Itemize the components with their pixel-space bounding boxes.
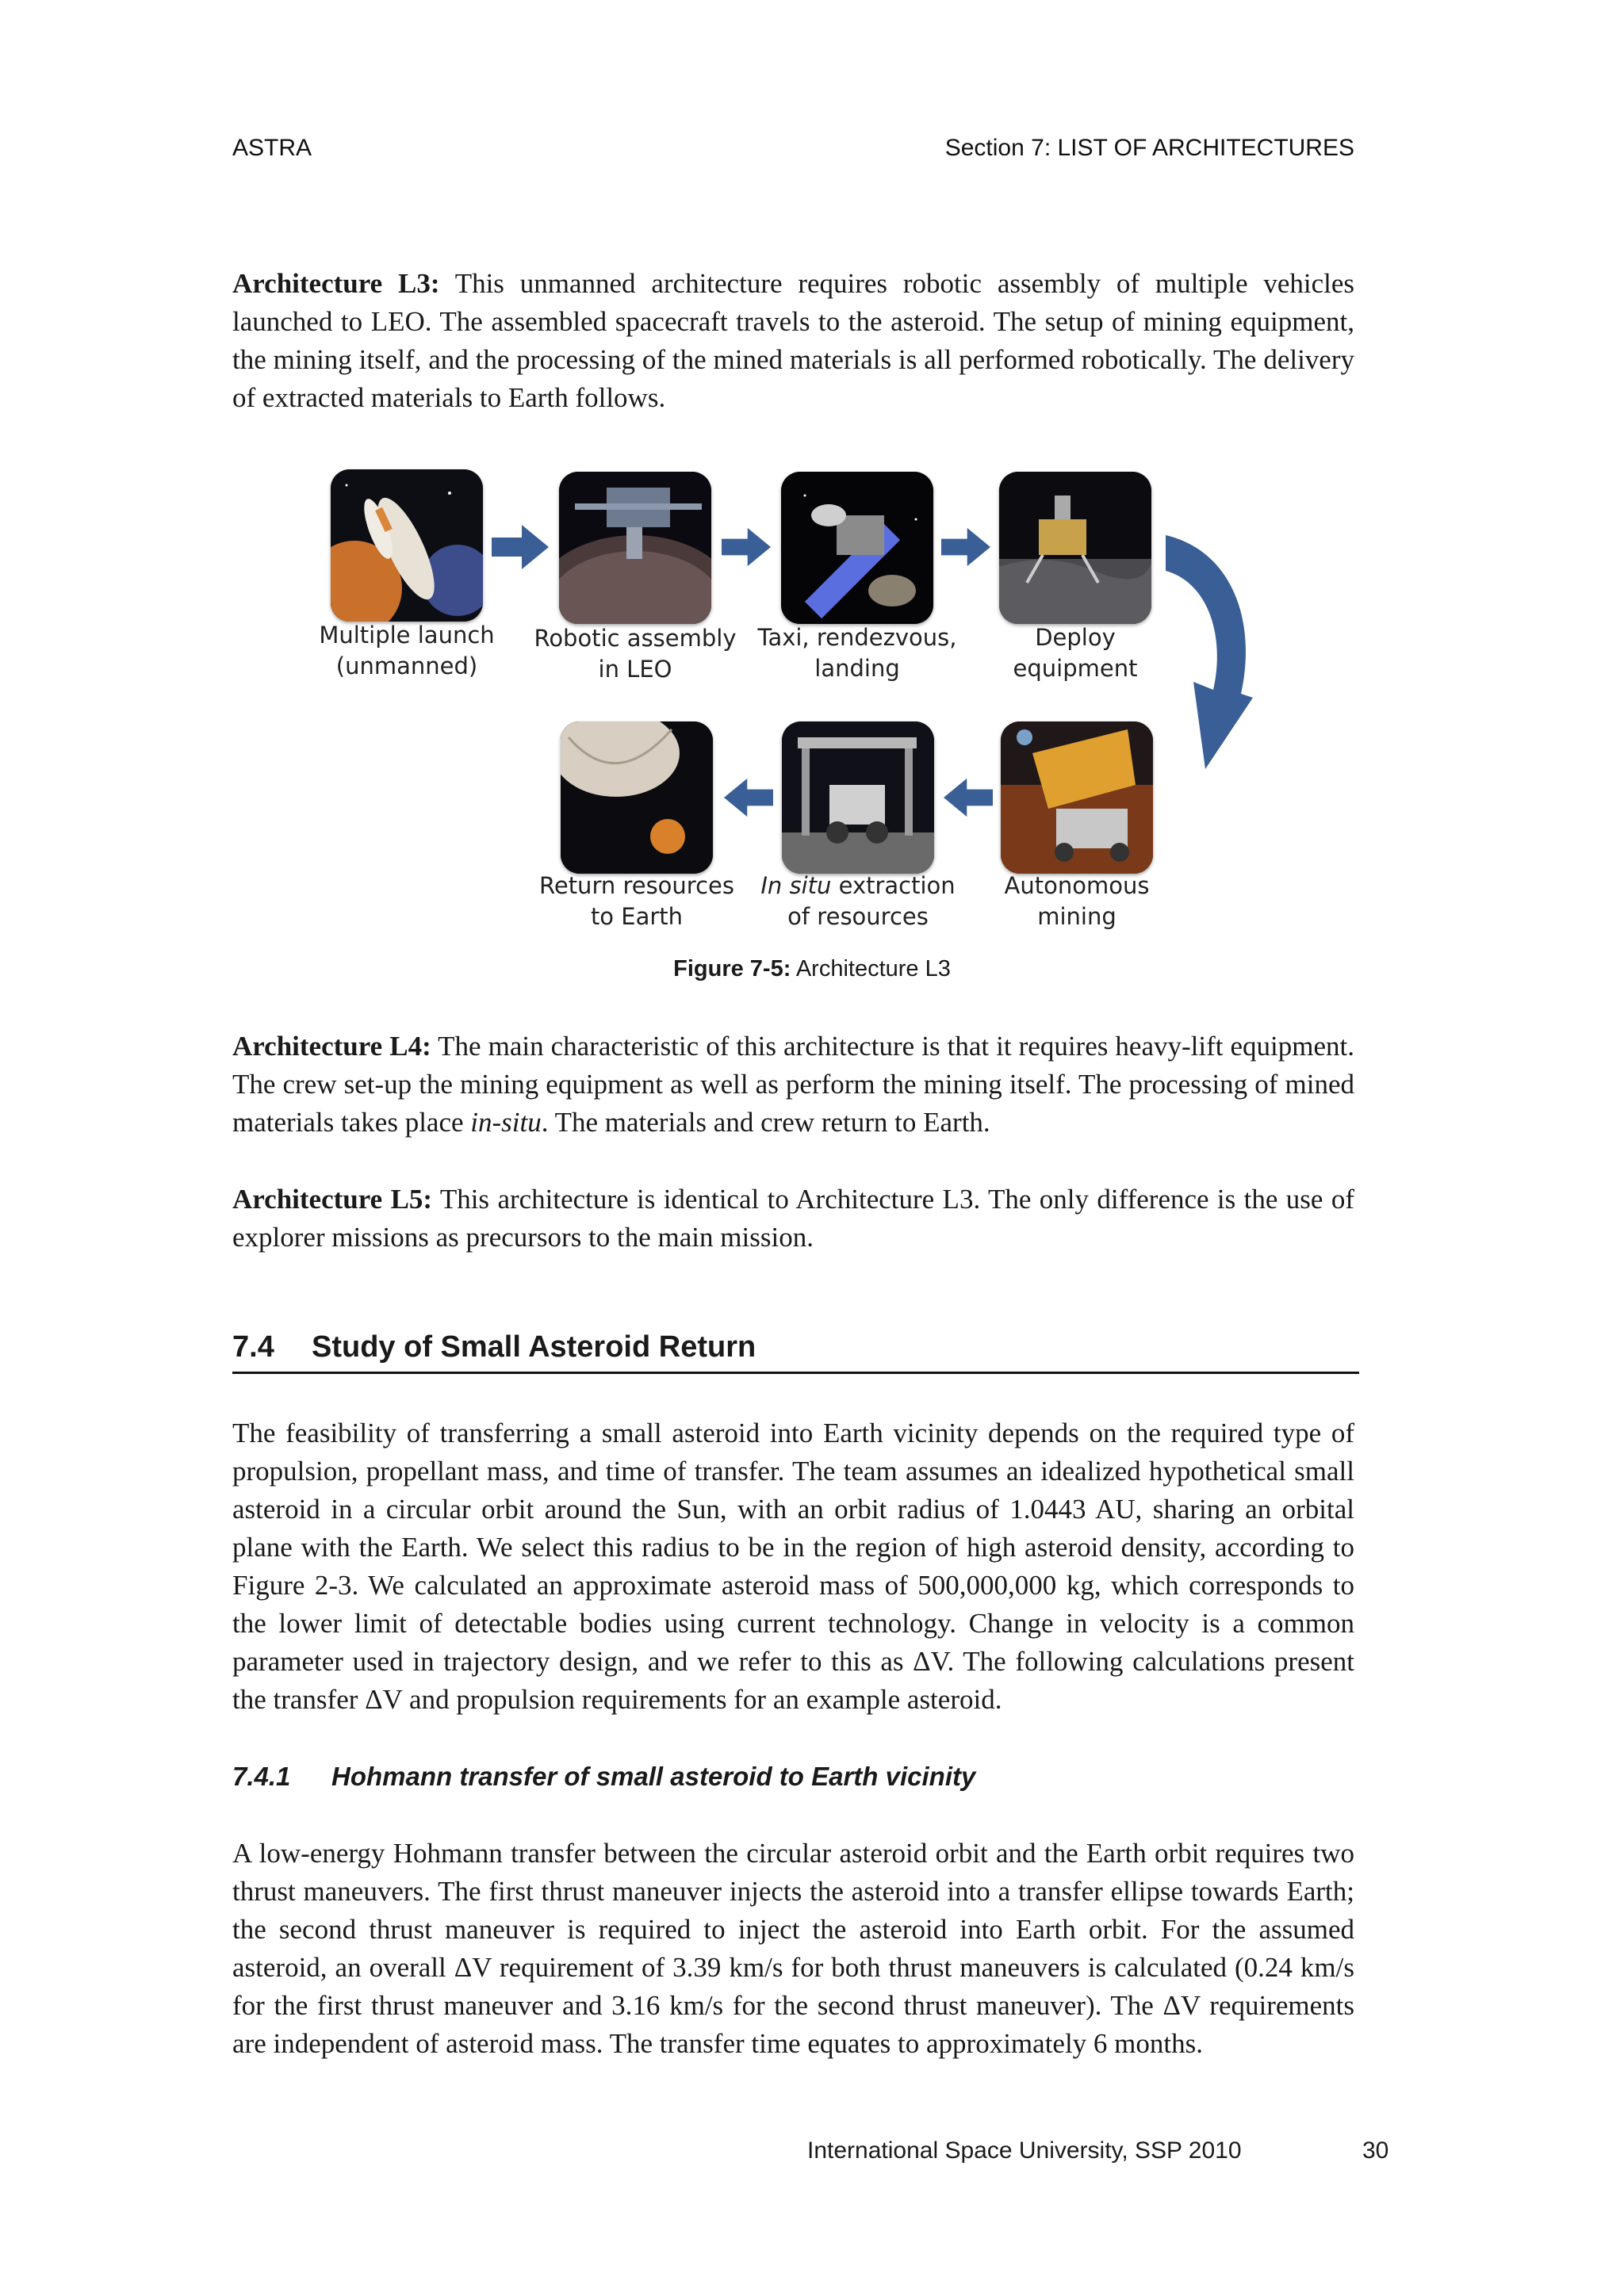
image-multiple-launch (331, 469, 483, 622)
image-deploy-equipment (999, 472, 1151, 624)
image-autonomous-mining (1001, 721, 1153, 874)
paragraph-section-7-4-1: A low-energy Hohmann transfer between the circular asteroid orbit and the Earth orbit requires two thrust maneuvers. The first thrust maneuver injects the asteroid into a transfer ellipse towards Earth; the second thrust maneuver is required to inject the asteroid into Earth orbit. For the assumed asteroid, an overall ΔV requirement of 3.39 km/s for both thrust maneuvers is calculated (0.24 km/s for the first thrust maneuver and 3.16 km/s for the second thrust maneuver). The ΔV requirements are independent of asteroid mass. The transfer time equates to approximately 6 months. (232, 1838, 1354, 2059)
step-caption-robotic-assembly: Robotic assembly in LEO (534, 625, 737, 683)
paragraph-label: Architecture L3: (232, 268, 440, 299)
subsection-heading-7-4-1: 7.4.1 Hohmann transfer of small asteroid to Earth vicinity (232, 1762, 976, 1791)
arrow-left-icon (944, 775, 993, 820)
step-caption-autonomous-mining: Autonomous mining (1004, 872, 1150, 930)
step-caption-return-resources: Return resources to Earth (539, 872, 734, 930)
paragraph-label: Architecture L4: (232, 1031, 431, 1062)
arrow-right-icon (492, 525, 549, 569)
step-caption-taxi-rendezvous: Taxi, rendezvous, landing (757, 624, 957, 682)
running-header-left: ASTRA (232, 135, 312, 161)
architecture-l3-figure (309, 460, 1300, 983)
image-in-situ-extraction (782, 721, 934, 874)
paragraph-label: Architecture L5: (232, 1184, 433, 1215)
running-header-right: Section 7: LIST OF ARCHITECTURES (944, 135, 1354, 161)
paragraph-architecture-l3 (232, 265, 1354, 417)
paragraph-architecture-l4: Architecture L4: The main characteristic of this architecture is that it requires heavy-lift equipment. The crew set-up the mining equipment as well as perform the mining itself. The processing of mined materials takes place in-situ. The materials and crew return to Earth. (232, 1031, 1354, 1138)
arrow-left-icon (724, 775, 773, 820)
image-return-resources (561, 721, 713, 874)
section-rule (232, 1372, 1359, 1374)
figure-caption: Figure 7-5: Architecture L3 (673, 956, 951, 982)
step-caption-multiple-launch: Multiple launch (unmanned) (319, 622, 495, 679)
arrow-right-icon (941, 525, 990, 569)
footer-organization: International Space University, SSP 2010 (807, 2137, 1242, 2164)
paragraph-text: This unmanned architecture requires robotic assembly of multiple vehicles launched to LEO. The assembled spacecraft travels to the asteroid. The setup of mining equipment, the mining itself, and the processing of the mined materials is all performed robotically. The delivery of extracted materials to Earth follows. (232, 268, 1355, 413)
section-heading-7-4: 7.4 Study of Small Asteroid Return (232, 1330, 756, 1364)
step-caption-deploy-equipment: Deploy equipment (1013, 624, 1138, 682)
image-taxi-rendezvous (781, 472, 933, 624)
step-caption-in-situ-extraction: In situ extraction of resources (760, 872, 956, 930)
arrow-right-icon (722, 525, 771, 569)
paragraph-architecture-l5: Architecture L5: This architecture is identical to Architecture L3. The only difference is the use of explorer missions as precursors to the main mission. (232, 1184, 1355, 1253)
paragraph-section-7-4: The feasibility of transferring a small asteroid into Earth vicinity depends on the required type of propulsion, propellant mass, and time of transfer. The team assumes an idealized hypothetical small asteroid in a circular orbit around the Sun, with an orbit radius of 1.0443 AU, sharing an orbital plane with the Earth. We select this radius to be in the region of high asteroid density, according to Figure 2-3. We calculated an approximate asteroid mass of 500,000,000 kg, which corresponds to the lower limit of detectable bodies using current technology. Change in velocity is a common parameter used in trajectory design, and we refer to this as ΔV. The following calculations present the transfer ΔV and propulsion requirements for an example asteroid. (232, 1418, 1354, 1715)
image-robotic-assembly (559, 472, 711, 624)
page-number: 30 (1362, 2137, 1389, 2164)
